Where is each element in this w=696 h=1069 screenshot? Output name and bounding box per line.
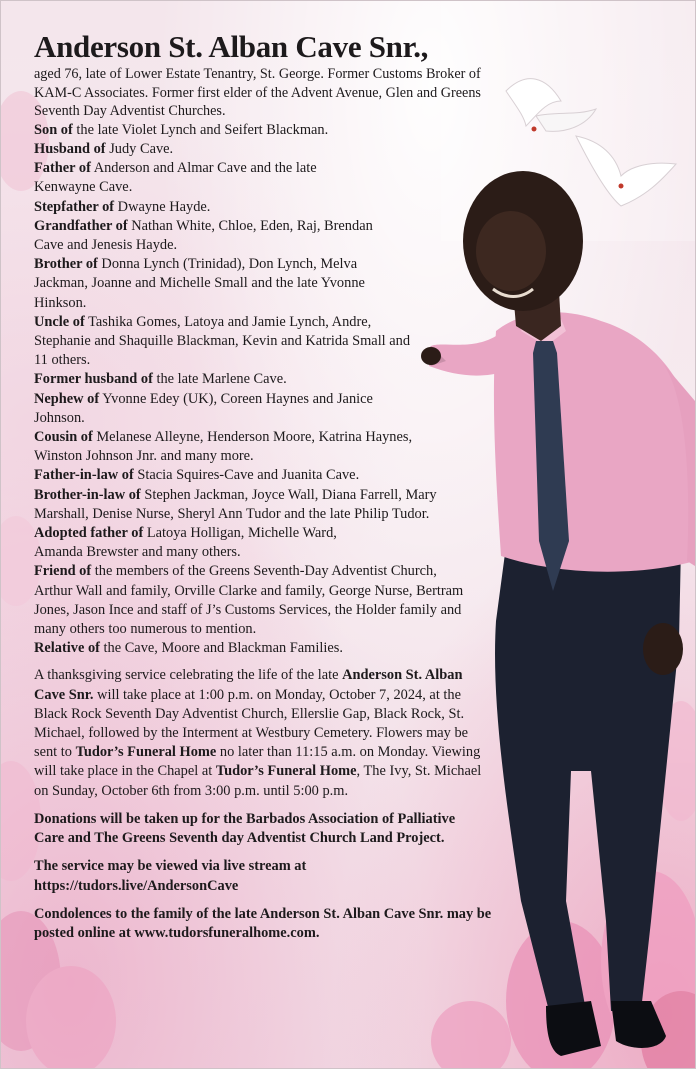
obituary-text	[34, 29, 494, 943]
relation-son: Son of the late Violet Lynch and Seifert Blackman.	[34, 121, 329, 138]
donations-note: Donations will be taken up for the Barbados Association of Palliative Care and The Greens Seventh day Adventist Church Land Project.	[34, 810, 456, 847]
obituary-name: Anderson St. Alban Cave Snr.,	[34, 29, 429, 64]
relation-uncle: Uncle of Tashika Gomes, Latoya and Jamie Lynch, Andre, Stephanie and Shaquille Blackman, Kevin and Katrida Small and 11 others.	[34, 313, 411, 369]
relations-list	[34, 121, 494, 659]
relation-husband: Husband of Judy Cave.	[34, 140, 174, 157]
relation-father-in-law: Father-in-law of Stacia Squires-Cave and Juanita Cave.	[34, 467, 360, 484]
service-details: A thanksgiving service celebrating the life of the late Anderson St. Alban Cave Snr. will take place at 1:00 p.m. on Monday, October 7, 2024, at the Black Rock Seventh Day Adventist Church, Ellerslie Gap, Black Rock, St. Michael, followed by the Interment at Westbury Cemetery. Flowers may be sent to Tudor’s Funeral Home no later than 11:15 a.m. on Monday. Viewing will take place in the Chapel at Tudor’s Funeral Home, The Ivy, St. Michael on Sunday, October 6th from 3:00 p.m. until 5:00 p.m.	[34, 667, 482, 799]
relation-adopted-father: Adopted father of Latoya Holligan, Michelle Ward, Amanda Brewster and many others.	[34, 525, 337, 561]
relation-friend: Friend of the members of the Greens Seventh-Day Adventist Church, Arthur Wall and family, Orville Clarke and family, George Nurse, Bertram Jones, Jason Ince and staff of J’s Customs Services, the Holder family and many others too numerous to mention.	[34, 563, 464, 638]
condolences-note: Condolences to the family of the late Anderson St. Alban Cave Snr. may be posted online at www.tudorsfuneralhome.com.	[34, 905, 492, 941]
relation-brother: Brother of Donna Lynch (Trinidad), Don Lynch, Melva Jackman, Joanne and Michelle Small and the late Yvonne Hinkson.	[34, 256, 365, 311]
relation-stepfather: Stepfather of Dwayne Hayde.	[34, 198, 211, 215]
livestream-note: The service may be viewed via live stream at https://tudors.live/AndersonCave	[34, 858, 307, 894]
relation-former-husband: Former husband of the late Marlene Cave.	[34, 371, 287, 388]
relation-cousin: Cousin of Melanese Alleyne, Henderson Moore, Katrina Haynes, Winston Johnson Jnr. and many more.	[34, 429, 413, 465]
relation-brother-in-law: Brother-in-law of Stephen Jackman, Joyce Wall, Diana Farrell, Mary Marshall, Denise Nurse, Sheryl Ann Tudor and the late Philip Tudor.	[34, 486, 437, 522]
obituary-intro: aged 76, late of Lower Estate Tenantry, St. George. Former Customs Broker of KAM-C Associates. Former first elder of the Advent Avenue, Glen and Greens Seventh Day Adventist Churches.	[34, 66, 481, 120]
relation-nephew: Nephew of Yvonne Edey (UK), Coreen Haynes and Janice Johnson.	[34, 390, 373, 426]
relation-grandfather: Grandfather of Nathan White, Chloe, Eden, Raj, Brendan Cave and Jenesis Hayde.	[34, 217, 373, 253]
relation-father: Father of Anderson and Almar Cave and the late Kenwayne Cave.	[34, 160, 317, 196]
relation-relative: Relative of the Cave, Moore and Blackman Families.	[34, 640, 343, 657]
